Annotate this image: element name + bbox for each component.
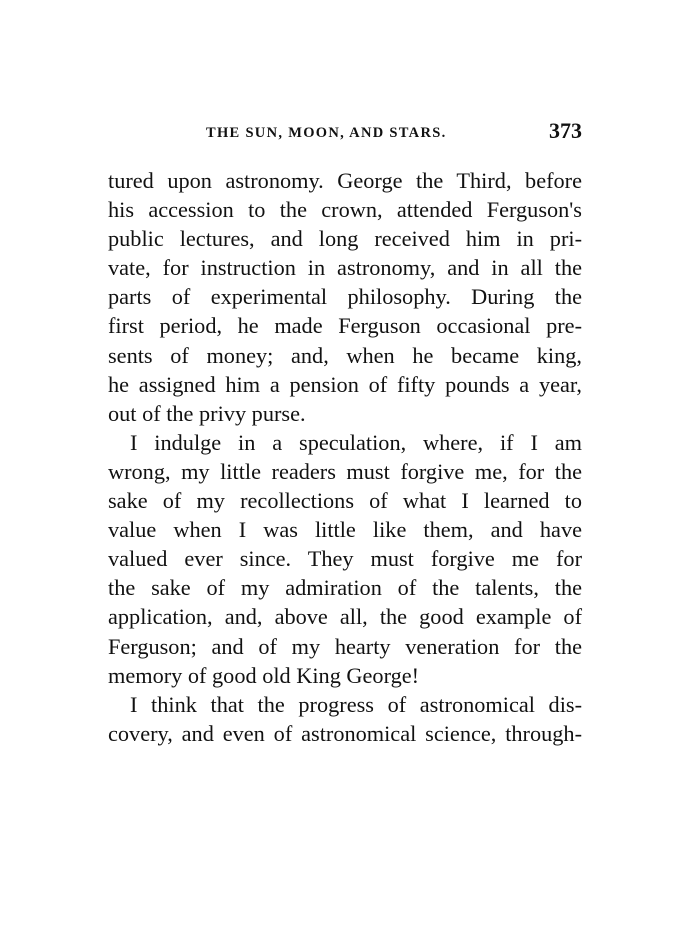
- body-text: [108, 166, 582, 748]
- text-line: valued ever since. They must forgive me for: [108, 546, 582, 572]
- text-line: his accession to the crown, attended Ferguson's: [108, 197, 582, 223]
- text-line: parts of experimental philosophy. During the: [108, 284, 582, 310]
- text-line: tured upon astronomy. George the Third, before: [108, 168, 582, 193]
- text-line: Ferguson; and of my hearty veneration for the: [108, 633, 582, 659]
- text-line: sents of money; and, when he became king,: [108, 342, 582, 368]
- text-line: first period, he made Ferguson occasional pre-: [108, 313, 582, 339]
- text-line: application, and, above all, the good example of: [108, 604, 582, 630]
- text-line: vate, for instruction in astronomy, and in all the: [108, 255, 582, 281]
- text-line: memory of good old King George!: [108, 662, 420, 688]
- text-line: out of the privy purse.: [108, 400, 306, 426]
- text-line: value when I was little like them, and have: [108, 517, 582, 543]
- text-line: the sake of my admiration of the talents, the: [108, 575, 582, 601]
- running-head: [108, 118, 582, 148]
- text-line: public lectures, and long received him in pri-: [108, 226, 582, 252]
- text-line: wrong, my little readers must forgive me, for the: [108, 458, 582, 484]
- text-line: he assigned him a pension of fifty pounds a year,: [108, 371, 582, 397]
- page-number: 373: [549, 118, 582, 143]
- paragraph-start-line: I think that the progress of astronomical dis-: [130, 691, 582, 717]
- paragraph-start-line: I indulge in a speculation, where, if I am: [130, 429, 582, 455]
- text-line: sake of my recollections of what I learned to: [108, 488, 582, 514]
- text-line: covery, and even of astronomical science, through-: [108, 720, 582, 746]
- running-title: THE SUN, MOON, AND STARS.: [206, 125, 447, 141]
